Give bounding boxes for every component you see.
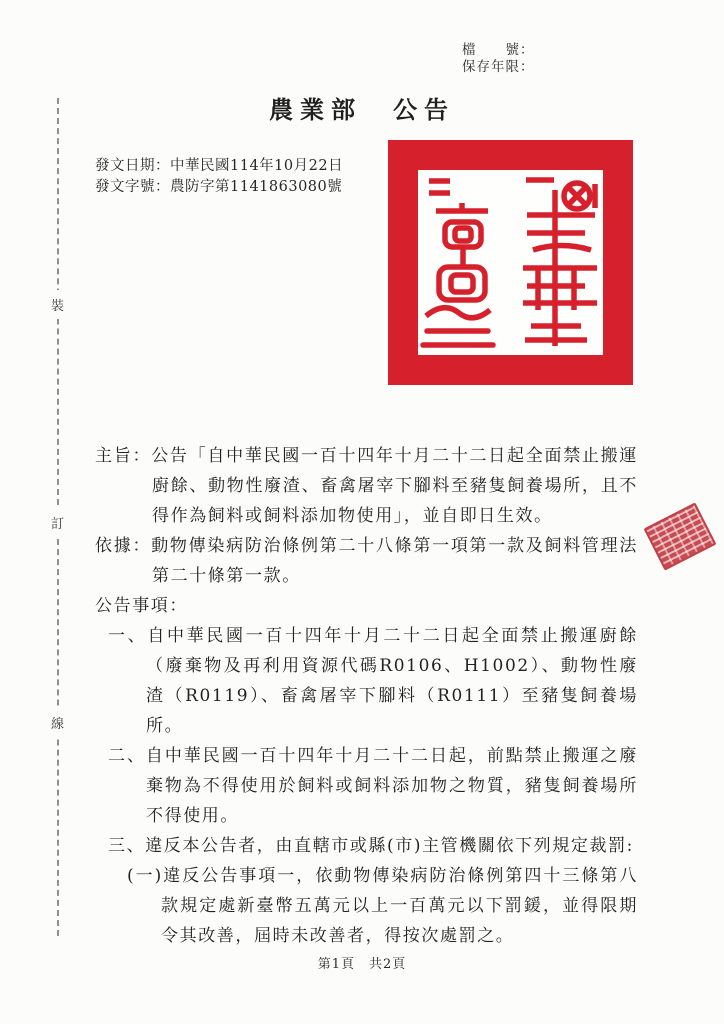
subitem-text: 違反公告事項一，依動物傳染病防治條例第四十三條第八款規定處新臺幣五萬元以上一百萬元以下罰鍰，並得限期令其改善，屆時未改善者，得按次處罰之。 <box>161 866 638 946</box>
doc-number-label: 發文字號： <box>95 179 170 195</box>
announcement-body <box>95 441 638 951</box>
item-number: 三、 <box>108 836 146 856</box>
basis-text: 動物傳染病防治條例第二十八條第一項第一款及飼料管理法第二十條第一款。 <box>151 536 638 586</box>
basis-label: 依據： <box>95 536 152 556</box>
subitem-number: (一) <box>127 866 163 886</box>
file-number-label: 檔 號： <box>462 42 535 58</box>
basis-paragraph <box>95 531 638 591</box>
item-text: 違反本公告者，由直轄市或縣(市)主管機關依下列規定裁罰: <box>145 836 634 856</box>
page-footer: 第1頁 共2頁 <box>317 957 407 972</box>
announcement-item-3 <box>108 831 638 861</box>
page-title: 農業部 公告 <box>269 95 455 124</box>
items-heading: 公告事項： <box>95 596 188 616</box>
item-text: 自中華民國一百十四年十月二十二日起全面禁止搬運廚餘（廢棄物及再利用資源代碼R0106、H1002）、動物性廢渣（R0119）、畜禽屠宰下腳料（R0111）至豬隻飼養場所。 <box>146 626 639 736</box>
corner-stamp-icon <box>643 502 716 570</box>
announcement-item-1 <box>108 621 638 741</box>
subject-text: 公告「自中華民國一百十四年十月二十二日起全面禁止搬運廚餘、動物性廢渣、畜禽屠宰下腳料至豬隻飼養場所，且不得作為飼料或飼料添加物使用」，並自即日生效。 <box>151 446 638 526</box>
binding-mark-ding: 訂 <box>50 508 65 537</box>
doc-number-line <box>95 177 343 198</box>
ministry-seal-icon <box>388 140 633 385</box>
subject-paragraph <box>95 441 638 531</box>
binding-mark-xian: 線 <box>50 708 65 737</box>
doc-number-value: 農防字第1141863080號 <box>170 179 343 195</box>
issue-date-value: 中華民國114年10月22日 <box>170 158 344 174</box>
announcement-item-2 <box>108 741 638 831</box>
issue-date-line <box>95 156 343 177</box>
item-text: 自中華民國一百十四年十月二十二日起，前點禁止搬運之廢棄物為不得使用於飼料或飼料添加物之物質，豬隻飼養場所不得使用。 <box>145 746 638 826</box>
item-number: 二、 <box>108 746 146 766</box>
announcement-subitem-1 <box>127 861 638 951</box>
binding-mark-zhuang: 裝 <box>50 290 65 319</box>
ministry-seal <box>388 140 633 385</box>
subject-label: 主旨： <box>95 446 152 466</box>
meta-block <box>95 156 343 198</box>
issue-date-label: 發文日期： <box>95 158 170 174</box>
file-number-block <box>462 42 535 76</box>
item-number: 一、 <box>108 626 148 646</box>
retention-period-label: 保存年限： <box>462 59 535 75</box>
